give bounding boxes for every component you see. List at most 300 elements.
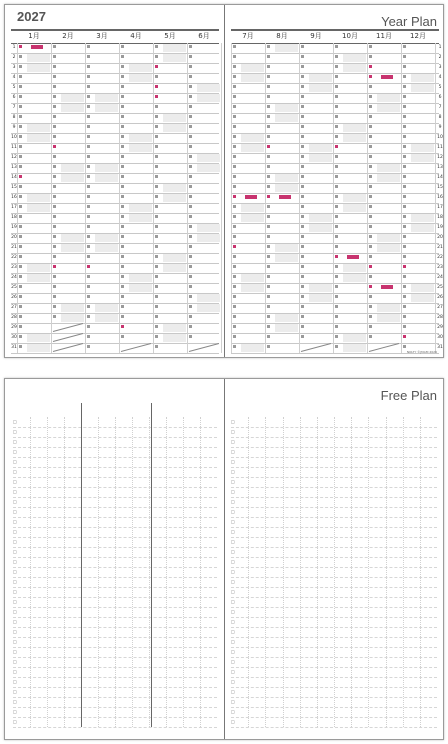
- free-plan-row-box: □: [231, 599, 235, 604]
- weekday-marker: [301, 155, 304, 158]
- weekday-marker: [301, 75, 304, 78]
- weekday-marker: [403, 235, 406, 238]
- row-rule: [231, 113, 439, 114]
- row-rule: [231, 323, 439, 324]
- spine-gutter: [224, 379, 225, 739]
- free-plan-subcolumn: [386, 417, 387, 727]
- weekend-shade: [377, 304, 400, 312]
- free-plan-row-box: □: [13, 689, 17, 694]
- weekday-marker: [87, 345, 90, 348]
- weekday-marker: [335, 265, 338, 268]
- weekday-marker: [155, 235, 158, 238]
- day-number: 13: [437, 165, 443, 170]
- weekday-marker: [155, 135, 158, 138]
- row-rule: [231, 253, 439, 254]
- month-column-rule: [153, 43, 154, 353]
- free-plan-row-box: □: [231, 689, 235, 694]
- free-plan-row-box: □: [231, 469, 235, 474]
- weekday-marker: [87, 285, 90, 288]
- weekday-marker: [19, 135, 22, 138]
- weekday-marker: [403, 95, 406, 98]
- weekday-marker: [233, 285, 236, 288]
- free-plan-row-box: □: [231, 519, 235, 524]
- weekday-marker: [87, 125, 90, 128]
- weekday-marker: [403, 105, 406, 108]
- weekend-shade: [61, 164, 84, 172]
- weekday-marker: [267, 345, 270, 348]
- day-number: 21: [11, 245, 17, 250]
- weekday-marker: [403, 65, 406, 68]
- weekend-shade: [343, 274, 366, 282]
- weekend-shade: [241, 74, 264, 82]
- month-column-rule: [435, 43, 436, 353]
- weekday-marker: [87, 255, 90, 258]
- weekday-marker: [189, 125, 192, 128]
- weekday-marker: [403, 325, 406, 328]
- weekday-marker: [233, 165, 236, 168]
- weekday-marker: [335, 115, 338, 118]
- weekend-shade: [241, 144, 264, 152]
- weekday-marker: [369, 165, 372, 168]
- weekend-shade: [197, 164, 220, 172]
- weekday-marker: [267, 225, 270, 228]
- weekend-shade: [27, 54, 50, 62]
- weekday-marker: [189, 115, 192, 118]
- weekday-marker: [233, 295, 236, 298]
- weekday-marker: [267, 145, 270, 148]
- weekend-shade: [241, 204, 264, 212]
- free-plan-row-box: □: [13, 699, 17, 704]
- weekday-marker: [19, 105, 22, 108]
- weekend-shade: [95, 104, 118, 112]
- weekday-marker: [121, 165, 124, 168]
- weekend-shade: [275, 184, 298, 192]
- free-plan-subcolumn: [47, 417, 48, 727]
- weekday-marker: [267, 185, 270, 188]
- weekend-shade: [197, 94, 220, 102]
- weekday-marker: [155, 205, 158, 208]
- event-bar: [347, 255, 359, 259]
- weekday-marker: [189, 215, 192, 218]
- weekday-marker: [267, 85, 270, 88]
- day-number: 27: [437, 305, 443, 310]
- free-plan-subcolumn: [283, 417, 284, 727]
- weekend-shade: [197, 294, 220, 302]
- weekday-marker: [335, 85, 338, 88]
- row-rule: [231, 163, 439, 164]
- invalid-day-slash: [53, 323, 83, 332]
- weekday-marker: [369, 85, 372, 88]
- weekday-marker: [189, 175, 192, 178]
- free-plan-title: Free Plan: [380, 388, 437, 403]
- weekday-marker: [53, 85, 56, 88]
- weekday-marker: [403, 225, 406, 228]
- row-rule: [231, 153, 439, 154]
- copyright-text: NOLTY ©JMAM 2026: [406, 350, 437, 354]
- weekday-marker: [233, 215, 236, 218]
- day-number: 8: [12, 115, 16, 120]
- free-plan-row-box: □: [231, 459, 235, 464]
- weekday-marker: [87, 115, 90, 118]
- day-number: 12: [11, 155, 17, 160]
- day-number: 26: [11, 295, 17, 300]
- month-column-rule: [17, 43, 18, 353]
- weekday-marker: [267, 275, 270, 278]
- weekday-marker: [87, 325, 90, 328]
- free-plan-subcolumn: [149, 417, 150, 727]
- weekday-marker: [87, 245, 90, 248]
- weekend-shade: [377, 94, 400, 102]
- weekday-marker: [19, 275, 22, 278]
- weekday-marker: [19, 115, 22, 118]
- weekday-marker: [233, 265, 236, 268]
- weekday-marker: [403, 135, 406, 138]
- day-number: 13: [11, 165, 17, 170]
- weekday-marker: [369, 265, 372, 268]
- weekday-marker: [369, 155, 372, 158]
- weekend-shade: [129, 144, 152, 152]
- weekday-marker: [335, 295, 338, 298]
- weekday-marker: [301, 65, 304, 68]
- month-column-rule: [221, 43, 222, 353]
- weekday-marker: [267, 205, 270, 208]
- weekday-marker: [53, 75, 56, 78]
- weekday-marker: [19, 145, 22, 148]
- weekday-marker: [233, 145, 236, 148]
- weekday-marker: [369, 335, 372, 338]
- weekday-marker: [369, 75, 372, 78]
- month-column-rule: [367, 43, 368, 353]
- weekday-marker: [369, 305, 372, 308]
- free-plan-divider: [151, 403, 152, 727]
- month-header: 4月: [130, 32, 142, 40]
- weekday-marker: [19, 295, 22, 298]
- weekday-marker: [155, 325, 158, 328]
- free-plan-row-box: □: [13, 599, 17, 604]
- weekend-shade: [411, 154, 434, 162]
- weekday-marker: [121, 105, 124, 108]
- weekend-shade: [163, 124, 186, 132]
- weekday-marker: [233, 225, 236, 228]
- weekday-marker: [335, 65, 338, 68]
- event-bar: [31, 45, 43, 49]
- day-number: 23: [437, 265, 443, 270]
- weekday-marker: [267, 55, 270, 58]
- invalid-day-slash: [189, 343, 219, 352]
- weekday-marker: [267, 175, 270, 178]
- weekday-marker: [233, 125, 236, 128]
- weekend-shade: [343, 124, 366, 132]
- weekday-marker: [403, 175, 406, 178]
- weekend-shade: [411, 84, 434, 92]
- weekday-marker: [369, 295, 372, 298]
- weekend-shade: [241, 344, 264, 352]
- weekday-marker: [53, 265, 56, 268]
- weekday-marker: [335, 75, 338, 78]
- weekday-marker: [233, 65, 236, 68]
- weekday-marker: [155, 255, 158, 258]
- weekday-marker: [233, 235, 236, 238]
- row-rule: [231, 293, 439, 294]
- weekday-marker: [301, 115, 304, 118]
- weekday-marker: [87, 225, 90, 228]
- weekday-marker: [189, 165, 192, 168]
- weekday-marker: [121, 85, 124, 88]
- weekday-marker: [155, 265, 158, 268]
- weekday-marker: [403, 205, 406, 208]
- day-number: 3: [12, 65, 16, 70]
- month-column-rule: [187, 43, 188, 353]
- free-plan-row-box: □: [231, 569, 235, 574]
- weekday-marker: [301, 335, 304, 338]
- weekday-marker: [335, 55, 338, 58]
- weekend-shade: [61, 234, 84, 242]
- weekday-marker: [369, 105, 372, 108]
- weekend-shade: [309, 294, 332, 302]
- weekday-marker: [267, 255, 270, 258]
- weekday-marker: [121, 175, 124, 178]
- weekend-shade: [27, 204, 50, 212]
- weekday-marker: [155, 285, 158, 288]
- weekday-marker: [189, 235, 192, 238]
- day-number: 7: [12, 105, 16, 110]
- weekday-marker: [403, 215, 406, 218]
- weekday-marker: [53, 235, 56, 238]
- weekend-shade: [61, 94, 84, 102]
- day-number: 31: [11, 345, 17, 350]
- weekday-marker: [335, 145, 338, 148]
- free-plan-subcolumn: [200, 417, 201, 727]
- weekday-marker: [189, 195, 192, 198]
- weekday-marker: [403, 155, 406, 158]
- weekday-marker: [189, 185, 192, 188]
- weekday-marker: [369, 95, 372, 98]
- free-plan-row-box: □: [13, 519, 17, 524]
- weekday-marker: [267, 65, 270, 68]
- free-plan-row-box: □: [13, 579, 17, 584]
- weekday-marker: [189, 255, 192, 258]
- weekday-marker: [267, 105, 270, 108]
- free-plan-row-box: □: [231, 679, 235, 684]
- weekday-marker: [155, 125, 158, 128]
- weekday-marker: [369, 245, 372, 248]
- weekend-shade: [27, 64, 50, 72]
- weekday-marker: [53, 165, 56, 168]
- weekend-shade: [95, 94, 118, 102]
- weekday-marker: [189, 275, 192, 278]
- weekend-shade: [377, 314, 400, 322]
- weekday-marker: [121, 305, 124, 308]
- weekday-marker: [369, 325, 372, 328]
- weekend-shade: [309, 154, 332, 162]
- free-plan-row-box: □: [231, 479, 235, 484]
- weekend-shade: [61, 244, 84, 252]
- weekend-shade: [343, 64, 366, 72]
- free-plan-row-box: □: [13, 429, 17, 434]
- weekend-shade: [129, 284, 152, 292]
- weekday-marker: [87, 155, 90, 158]
- day-number: 16: [11, 195, 17, 200]
- weekday-marker: [155, 275, 158, 278]
- weekday-marker: [301, 105, 304, 108]
- weekday-marker: [189, 205, 192, 208]
- weekday-marker: [155, 185, 158, 188]
- weekday-marker: [121, 95, 124, 98]
- weekday-marker: [335, 195, 338, 198]
- weekday-marker: [121, 235, 124, 238]
- row-rule: [231, 103, 439, 104]
- free-plan-row-box: □: [13, 539, 17, 544]
- weekend-shade: [275, 254, 298, 262]
- invalid-day-slash: [53, 343, 83, 352]
- weekday-marker: [403, 45, 406, 48]
- weekend-shade: [377, 244, 400, 252]
- free-plan-row-box: □: [13, 569, 17, 574]
- free-plan-spread: [4, 378, 444, 740]
- weekday-marker: [19, 315, 22, 318]
- weekday-marker: [369, 275, 372, 278]
- weekday-marker: [267, 195, 270, 198]
- weekday-marker: [403, 55, 406, 58]
- row-rule: [231, 123, 439, 124]
- weekday-marker: [369, 135, 372, 138]
- weekday-marker: [87, 295, 90, 298]
- day-number: 20: [437, 235, 443, 240]
- weekday-marker: [53, 145, 56, 148]
- weekday-marker: [189, 225, 192, 228]
- row-rule: [231, 53, 439, 54]
- weekday-marker: [369, 175, 372, 178]
- weekday-marker: [189, 325, 192, 328]
- weekday-marker: [121, 145, 124, 148]
- weekend-shade: [241, 64, 264, 72]
- month-header: 1月: [28, 32, 40, 40]
- weekday-marker: [189, 245, 192, 248]
- weekday-marker: [19, 235, 22, 238]
- weekend-shade: [61, 314, 84, 322]
- weekday-marker: [87, 165, 90, 168]
- invalid-day-slash: [369, 343, 399, 352]
- weekend-shade: [343, 134, 366, 142]
- weekday-marker: [19, 75, 22, 78]
- weekday-marker: [19, 95, 22, 98]
- weekend-shade: [377, 234, 400, 242]
- weekday-marker: [121, 125, 124, 128]
- free-plan-row-box: □: [13, 649, 17, 654]
- free-plan-row-rule: [231, 727, 437, 728]
- weekday-marker: [53, 135, 56, 138]
- weekday-marker: [87, 95, 90, 98]
- weekday-marker: [335, 235, 338, 238]
- event-bar: [279, 195, 291, 199]
- weekday-marker: [155, 305, 158, 308]
- weekday-marker: [53, 125, 56, 128]
- weekday-marker: [301, 135, 304, 138]
- weekday-marker: [233, 245, 236, 248]
- weekday-marker: [19, 225, 22, 228]
- weekday-marker: [87, 305, 90, 308]
- day-number: 29: [11, 325, 17, 330]
- weekday-marker: [267, 115, 270, 118]
- weekday-marker: [53, 175, 56, 178]
- weekday-marker: [369, 125, 372, 128]
- weekend-shade: [163, 324, 186, 332]
- weekend-shade: [95, 304, 118, 312]
- weekend-shade: [275, 174, 298, 182]
- day-number: 24: [437, 275, 443, 280]
- free-plan-row-box: □: [13, 549, 17, 554]
- month-header: 8月: [276, 32, 288, 40]
- free-plan-row-box: □: [231, 619, 235, 624]
- free-plan-row-box: □: [231, 649, 235, 654]
- weekday-marker: [233, 315, 236, 318]
- weekday-marker: [155, 215, 158, 218]
- weekday-marker: [403, 305, 406, 308]
- weekend-shade: [95, 164, 118, 172]
- day-number: 21: [437, 245, 443, 250]
- day-number: 11: [11, 145, 17, 150]
- weekday-marker: [189, 55, 192, 58]
- month-header: 5月: [164, 32, 176, 40]
- invalid-day-slash: [121, 343, 151, 352]
- weekend-shade: [309, 224, 332, 232]
- weekday-marker: [189, 145, 192, 148]
- weekday-marker: [403, 85, 406, 88]
- weekend-shade: [129, 64, 152, 72]
- weekday-marker: [121, 195, 124, 198]
- weekday-marker: [301, 235, 304, 238]
- day-number: 15: [11, 185, 17, 190]
- day-number: 8: [438, 115, 442, 120]
- weekday-marker: [87, 55, 90, 58]
- weekday-marker: [403, 75, 406, 78]
- weekday-marker: [335, 305, 338, 308]
- weekday-marker: [155, 65, 158, 68]
- month-column-rule: [51, 43, 52, 353]
- row-rule: [231, 173, 439, 174]
- weekday-marker: [369, 235, 372, 238]
- free-plan-row-box: □: [13, 439, 17, 444]
- weekday-marker: [301, 225, 304, 228]
- month-header: 9月: [310, 32, 322, 40]
- free-plan-row-box: □: [13, 459, 17, 464]
- weekday-marker: [19, 155, 22, 158]
- weekday-marker: [189, 265, 192, 268]
- weekend-shade: [163, 334, 186, 342]
- weekday-marker: [121, 285, 124, 288]
- month-column-rule: [265, 43, 266, 353]
- weekend-shade: [95, 244, 118, 252]
- weekday-marker: [403, 195, 406, 198]
- weekday-marker: [121, 185, 124, 188]
- day-number: 10: [437, 135, 443, 140]
- weekday-marker: [301, 165, 304, 168]
- weekday-marker: [233, 115, 236, 118]
- weekend-shade: [241, 284, 264, 292]
- weekday-marker: [121, 335, 124, 338]
- weekend-shade: [61, 304, 84, 312]
- day-number: 26: [437, 295, 443, 300]
- weekend-shade: [163, 44, 186, 52]
- free-plan-subcolumn: [248, 417, 249, 727]
- free-plan-row-box: □: [231, 509, 235, 514]
- weekday-marker: [335, 165, 338, 168]
- weekend-shade: [95, 174, 118, 182]
- weekend-shade: [197, 84, 220, 92]
- weekday-marker: [87, 135, 90, 138]
- free-plan-subcolumn: [98, 417, 99, 727]
- day-number: 28: [11, 315, 17, 320]
